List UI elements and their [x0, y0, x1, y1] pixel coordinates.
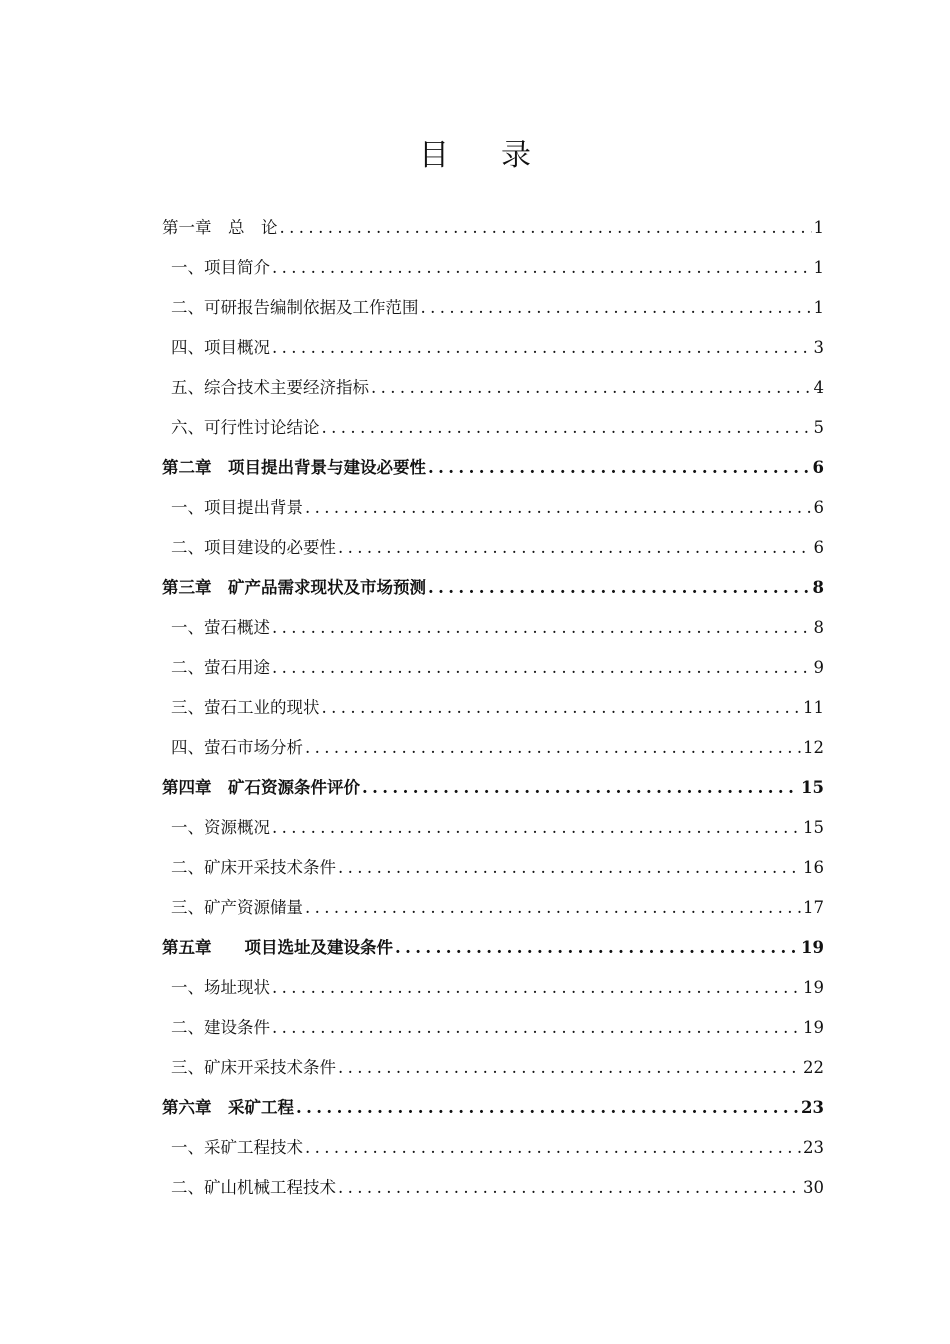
toc-dot-leader [272, 968, 801, 1008]
toc-section-entry[interactable] [162, 968, 824, 1008]
toc-page-number: 1 [813, 258, 824, 277]
toc-dot-leader [305, 888, 801, 928]
toc-dot-leader [272, 608, 812, 648]
toc-dot-leader [395, 928, 799, 968]
toc-section-entry[interactable] [162, 368, 824, 408]
toc-section-entry[interactable] [162, 1128, 824, 1168]
toc-dot-leader [272, 248, 812, 288]
toc-entry-label: 三、矿床开采技术条件 [171, 1058, 336, 1077]
toc-chapter-entry[interactable] [162, 928, 824, 968]
toc-page-number: 23 [803, 1138, 824, 1157]
toc-entry-label: 一、场址现状 [171, 978, 270, 997]
toc-entry-label: 第三章 矿产品需求现状及市场预测 [162, 578, 426, 597]
toc-entry-label: 五、综合技术主要经济指标 [171, 378, 369, 397]
toc-section-entry[interactable] [162, 888, 824, 928]
toc-page-number: 5 [813, 418, 824, 437]
toc-section-entry[interactable] [162, 808, 824, 848]
toc-section-entry[interactable] [162, 488, 824, 528]
toc-page-number: 19 [801, 938, 824, 957]
toc-page-number: 23 [801, 1098, 824, 1117]
toc-entry-label: 四、萤石市场分析 [171, 738, 303, 757]
toc-page-number: 8 [813, 618, 824, 637]
toc-dot-leader [272, 648, 812, 688]
toc-dot-leader [371, 368, 812, 408]
toc-dot-leader [305, 488, 812, 528]
toc-entry-label: 二、建设条件 [171, 1018, 270, 1037]
toc-entry-label: 第四章 矿石资源条件评价 [162, 778, 360, 797]
toc-page-number: 16 [803, 858, 824, 877]
toc-page-number: 15 [803, 818, 824, 837]
toc-section-entry[interactable] [162, 648, 824, 688]
toc-section-entry[interactable] [162, 688, 824, 728]
toc-dot-leader [428, 448, 811, 488]
toc-chapter-entry[interactable] [162, 448, 824, 488]
toc-dot-leader [428, 568, 811, 608]
toc-dot-leader [305, 728, 801, 768]
toc-section-entry[interactable] [162, 408, 824, 448]
toc-section-entry[interactable] [162, 1008, 824, 1048]
toc-entry-label: 第二章 项目提出背景与建设必要性 [162, 458, 426, 477]
toc-entry-label: 二、萤石用途 [171, 658, 270, 677]
toc-page-number: 19 [803, 1018, 824, 1037]
toc-entry-label: 第五章 项目选址及建设条件 [162, 938, 393, 957]
toc-entry-label: 三、萤石工业的现状 [171, 698, 320, 717]
toc-entry-label: 一、资源概况 [171, 818, 270, 837]
toc-list [162, 208, 824, 1208]
toc-section-entry[interactable] [162, 248, 824, 288]
toc-entry-label: 四、项目概况 [171, 338, 270, 357]
toc-section-entry[interactable] [162, 288, 824, 328]
toc-dot-leader [296, 1088, 799, 1128]
toc-entry-label: 第一章 总 论 [162, 218, 278, 237]
toc-page-number: 11 [803, 698, 824, 717]
toc-entry-label: 一、项目提出背景 [171, 498, 303, 517]
toc-dot-leader [305, 1128, 801, 1168]
toc-entry-label: 一、项目简介 [171, 258, 270, 277]
toc-dot-leader [362, 768, 799, 808]
toc-page-number: 4 [813, 378, 824, 397]
toc-dot-leader [338, 1168, 801, 1208]
toc-page-number: 6 [812, 458, 824, 477]
toc-entry-label: 一、采矿工程技术 [171, 1138, 303, 1157]
toc-section-entry[interactable] [162, 728, 824, 768]
toc-entry-label: 二、项目建设的必要性 [171, 538, 336, 557]
toc-dot-leader [272, 1008, 801, 1048]
toc-page-number: 12 [803, 738, 824, 757]
toc-dot-leader [280, 208, 812, 248]
toc-entry-label: 六、可行性讨论结论 [171, 418, 320, 437]
toc-chapter-entry[interactable] [162, 1088, 824, 1128]
toc-page-number: 3 [813, 338, 824, 357]
toc-dot-leader [272, 328, 812, 368]
toc-dot-leader [322, 688, 802, 728]
toc-chapter-entry[interactable] [162, 768, 824, 808]
toc-chapter-entry[interactable] [162, 568, 824, 608]
toc-section-entry[interactable] [162, 328, 824, 368]
toc-chapter-entry[interactable] [162, 208, 824, 248]
toc-entry-label: 三、矿产资源储量 [171, 898, 303, 917]
toc-section-entry[interactable] [162, 1048, 824, 1088]
toc-dot-leader [272, 808, 801, 848]
toc-page-number: 9 [813, 658, 824, 677]
toc-page-number: 19 [803, 978, 824, 997]
toc-page-number: 8 [812, 578, 824, 597]
toc-dot-leader [338, 1048, 801, 1088]
toc-section-entry[interactable] [162, 848, 824, 888]
toc-title: 目录 [419, 138, 583, 173]
toc-page-number: 15 [801, 778, 824, 797]
toc-page-number: 1 [813, 218, 824, 237]
toc-dot-leader [322, 408, 812, 448]
toc-page-number: 22 [803, 1058, 824, 1077]
toc-entry-label: 二、矿山机械工程技术 [171, 1178, 336, 1197]
toc-page-number: 6 [813, 538, 824, 557]
toc-page-number: 17 [803, 898, 824, 917]
toc-entry-label: 二、可研报告编制依据及工作范围 [171, 298, 419, 317]
toc-entry-label: 第六章 采矿工程 [162, 1098, 294, 1117]
toc-section-entry[interactable] [162, 608, 824, 648]
toc-page-number: 6 [813, 498, 824, 517]
toc-entry-label: 一、萤石概述 [171, 618, 270, 637]
toc-entry-label: 二、矿床开采技术条件 [171, 858, 336, 877]
toc-page-number: 1 [813, 298, 824, 317]
toc-dot-leader [338, 848, 801, 888]
toc-section-entry[interactable] [162, 1168, 824, 1208]
toc-page-number: 30 [803, 1178, 824, 1197]
toc-dot-leader [421, 288, 812, 328]
toc-section-entry[interactable] [162, 528, 824, 568]
toc-dot-leader [338, 528, 812, 568]
